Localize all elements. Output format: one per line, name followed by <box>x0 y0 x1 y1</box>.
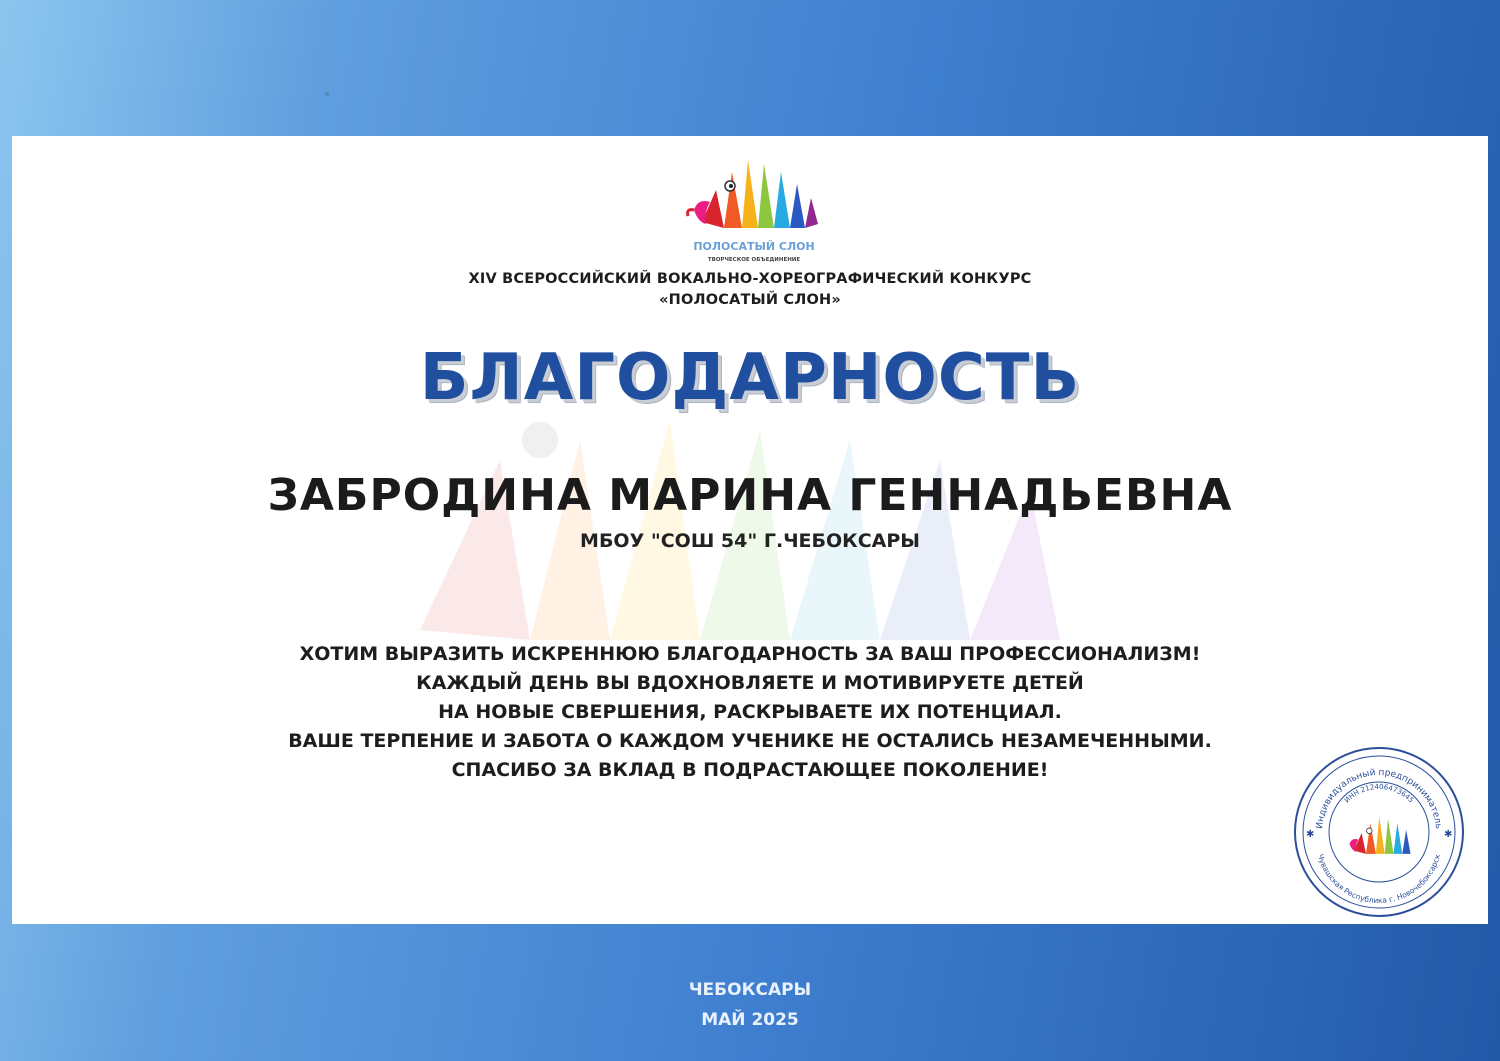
polosatyi-slon-logo <box>684 150 824 265</box>
footer-date: МАЙ 2025 <box>701 1010 799 1030</box>
recipient-organization: МБОУ "СОШ 54" Г.ЧЕБОКСАРЫ <box>580 530 920 552</box>
message-line: КАЖДЫЙ ДЕНЬ ВЫ ВДОХНОВЛЯЕТЕ И МОТИВИРУЕТЕ ДЕТЕЙ <box>416 672 1084 694</box>
stamp-inn: ИНН 212406473645 <box>1342 782 1416 805</box>
stamp-star-icon: ✱ <box>1306 829 1315 840</box>
elephant-logo-icon <box>688 160 818 228</box>
print-speck <box>325 92 329 96</box>
recipient-name: ЗАБРОДИНА МАРИНА ГЕННАДЬЕВНА <box>267 470 1233 521</box>
logo-name: ПОЛОСАТЫЙ СЛОН <box>693 240 815 253</box>
stamp-star-icon: ✱ <box>1444 829 1453 840</box>
stamp-elephant-icon <box>1350 817 1411 854</box>
document-title: БЛАГОДАРНОСТЬ <box>419 341 1081 415</box>
message-line: ВАШЕ ТЕРПЕНИЕ И ЗАБОТА О КАЖДОМ УЧЕНИКЕ НЕ ОСТАЛИСЬ НЕЗАМЕЧЕННЫМИ. <box>288 730 1212 752</box>
stamp-bottom-text: Чувашская Республика г. Новочебоксарск <box>1315 853 1443 906</box>
footer <box>0 975 1500 1035</box>
message-line: СПАСИБО ЗА ВКЛАД В ПОДРАСТАЮЩЕЕ ПОКОЛЕНИЕ! <box>451 759 1049 781</box>
footer-city: ЧЕБОКСАРЫ <box>688 980 812 1000</box>
gratitude-message <box>0 640 1500 785</box>
contest-line-1: XIV ВСЕРОССИЙСКИЙ ВОКАЛЬНО-ХОРЕОГРАФИЧЕСКИЙ КОНКУРС <box>468 271 1032 287</box>
contest-line-2: «ПОЛОСАТЫЙ СЛОН» <box>659 292 841 308</box>
stamp-top-text: Индивидуальный предприниматель <box>1315 767 1443 830</box>
svg-text:Чувашская Республика г. Новоче <box>1316 853 1442 905</box>
official-stamp <box>1292 745 1466 919</box>
contest-heading <box>0 269 1500 311</box>
message-line: ХОТИМ ВЫРАЗИТЬ ИСКРЕННЮЮ БЛАГОДАРНОСТЬ ЗА ВАШ ПРОФЕССИОНАЛИЗМ! <box>299 643 1201 665</box>
logo-tagline: ТВОРЧЕСКОЕ ОБЪЕДИНЕНИЕ <box>707 257 801 263</box>
svg-text:ИНН 212406473645 <box>1343 783 1415 805</box>
message-line: НА НОВЫЕ СВЕРШЕНИЯ, РАСКРЫВАЕТЕ ИХ ПОТЕНЦИАЛ. <box>438 701 1062 723</box>
